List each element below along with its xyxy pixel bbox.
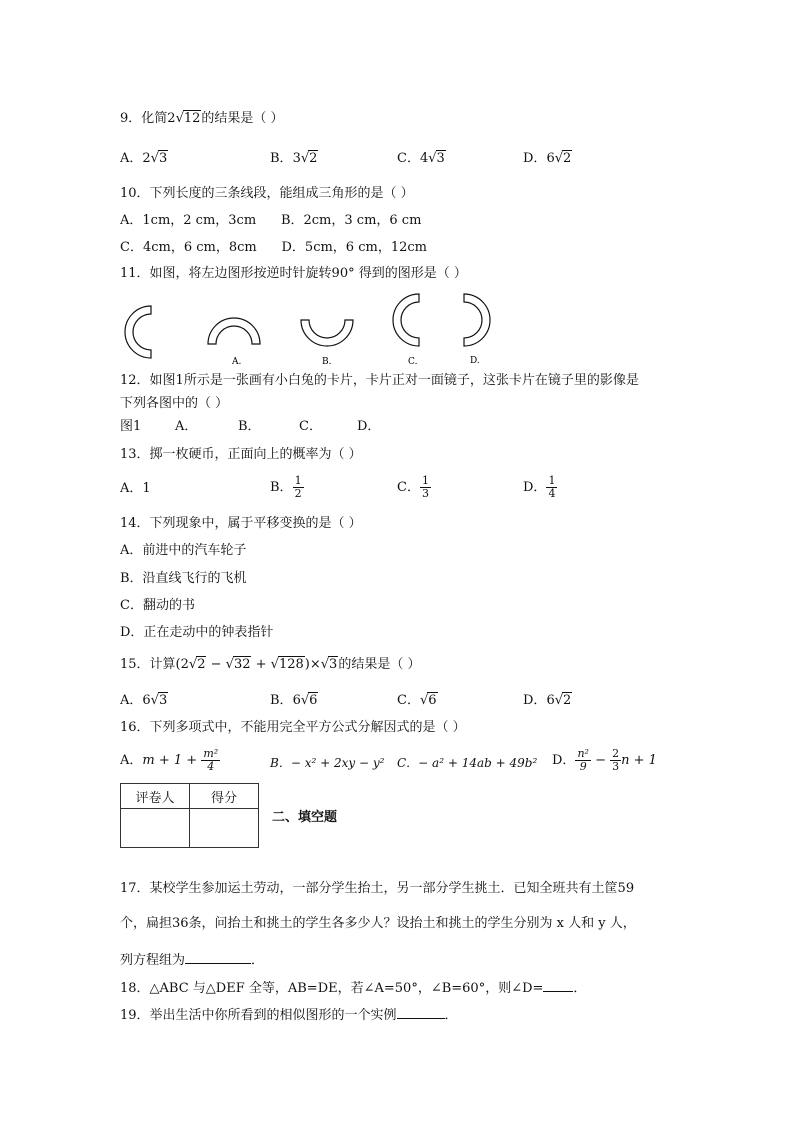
q16-option-a: A．m + 1 + $\frac{\text{m²}}{4}$ bbox=[120, 747, 219, 774]
q11-label-b: B. bbox=[322, 357, 332, 367]
q18-answer-blank[interactable] bbox=[543, 979, 573, 992]
q9-option-c: C．4√3 bbox=[397, 151, 445, 166]
score-table-grader-cell[interactable] bbox=[121, 809, 190, 848]
q9-option-a: A．2√3 bbox=[120, 151, 168, 166]
q13-option-c: C． $\frac{1}{3}$ bbox=[397, 474, 429, 501]
q13-option-a: A．1 bbox=[120, 481, 151, 496]
section-title: 二、填空题 bbox=[272, 810, 338, 825]
q12-option-c: C． bbox=[299, 419, 322, 434]
q16-stem: 16．下列多项式中，不能用完全平方公式分解因式的是（ ） bbox=[120, 720, 466, 735]
q17-line3: 列方程组为 ． bbox=[120, 953, 265, 968]
q12-option-a: A． bbox=[175, 419, 198, 434]
q16-option-b: B．− x² + 2xy − y² bbox=[270, 756, 385, 770]
q16-option-d: D． $\frac{\text{n²}}{9}$ − $\frac{2}{3}$ n + 1 bbox=[552, 747, 657, 774]
score-table-score-cell[interactable] bbox=[190, 809, 259, 848]
q15-option-d: D．6√2 bbox=[523, 693, 572, 708]
q11-original-shape bbox=[125, 306, 151, 358]
q16-option-c: C．− a² + 14ab + 49b² bbox=[397, 756, 538, 770]
q13-stem: 13．掷一枚硬币，正面向上的概率为（ ） bbox=[120, 447, 362, 462]
q15-option-a: A．6√3 bbox=[120, 693, 168, 708]
q17-line1: 17．某校学生参加运土劳动，一部分学生抬土，另一部分学生挑土．已知全班共有土筐59 bbox=[120, 881, 635, 896]
q11-figure bbox=[115, 288, 505, 368]
q19: 19．举出生活中你所看到的相似图形的一个实例 ． bbox=[120, 1008, 458, 1023]
q9-option-d: D．6√2 bbox=[523, 151, 572, 166]
q9-option-b: B．3√2 bbox=[270, 151, 318, 166]
q14-option-b: B．沿直线飞行的飞机 bbox=[120, 571, 247, 586]
q12-figure-label: 图1 bbox=[120, 419, 142, 434]
q10-options-ab: A．1cm，2 cm，3cm B．2cm，3 cm，6 cm bbox=[120, 213, 422, 228]
q11-label-a: A. bbox=[232, 357, 242, 367]
q9-prefix: 9．化简 bbox=[120, 111, 168, 126]
q14-option-d: D．正在走动中的钟表指针 bbox=[120, 625, 274, 640]
q10-options-cd: C．4cm，6 cm，8cm D．5cm，6 cm，12cm bbox=[120, 240, 427, 255]
q11-shape-b bbox=[301, 320, 353, 346]
q13-option-b: B． $\frac{1}{2}$ bbox=[270, 474, 302, 501]
q15-option-c: C．√6 bbox=[397, 693, 437, 708]
q12-option-b: B． bbox=[238, 419, 261, 434]
q15-stem: 15．计算(2√2 − √32 + √128)×√3的结果是（ ） bbox=[120, 657, 421, 672]
q11-shape-c bbox=[393, 294, 419, 346]
q11-shape-d bbox=[464, 294, 490, 346]
q11-stem: 11．如图，将左边图形按逆时针旋转90° 得到的图形是（ ） bbox=[120, 266, 467, 281]
q12-stem-line2: 下列各图中的（ ） bbox=[120, 396, 229, 411]
q10-stem: 10．下列长度的三条线段，能组成三角形的是（ ） bbox=[120, 186, 414, 201]
q14-option-c: C．翻动的书 bbox=[120, 598, 195, 613]
q15-option-b: B．6√6 bbox=[270, 693, 318, 708]
score-table-grader-header: 评卷人 bbox=[121, 784, 190, 809]
q12-option-d: D． bbox=[357, 419, 381, 434]
q11-label-c: C. bbox=[408, 357, 418, 367]
q17-line2: 个，扁担36条，问抬土和挑土的学生各多少人？设抬土和挑土的学生分别为 x 人和 y 人， bbox=[120, 916, 636, 931]
q12-stem-line1: 12．如图1所示是一张画有小白兔的卡片，卡片正对一面镜子，这张卡片在镜子里的影像是 bbox=[120, 373, 639, 388]
q14-stem: 14．下列现象中，属于平移变换的是（ ） bbox=[120, 516, 362, 531]
q9-suffix: 的结果是（ ） bbox=[201, 111, 284, 126]
q9-radical: √12 bbox=[175, 111, 201, 126]
q9-coef: 2 bbox=[167, 111, 176, 126]
q17-answer-blank[interactable] bbox=[185, 951, 251, 964]
q19-answer-blank[interactable] bbox=[397, 1006, 445, 1019]
score-table-score-header: 得分 bbox=[190, 784, 259, 809]
q11-label-d: D. bbox=[470, 356, 480, 366]
q9-stem bbox=[120, 112, 284, 125]
score-table bbox=[120, 783, 259, 848]
q14-option-a: A．前进中的汽车轮子 bbox=[120, 543, 247, 558]
q11-shape-a bbox=[208, 318, 260, 344]
q18: 18．△ABC 与△DEF 全等，AB=DE，若∠A=50°，∠B=60°，则∠D= ． bbox=[120, 981, 587, 996]
q13-option-d: D． $\frac{1}{4}$ bbox=[523, 474, 556, 501]
